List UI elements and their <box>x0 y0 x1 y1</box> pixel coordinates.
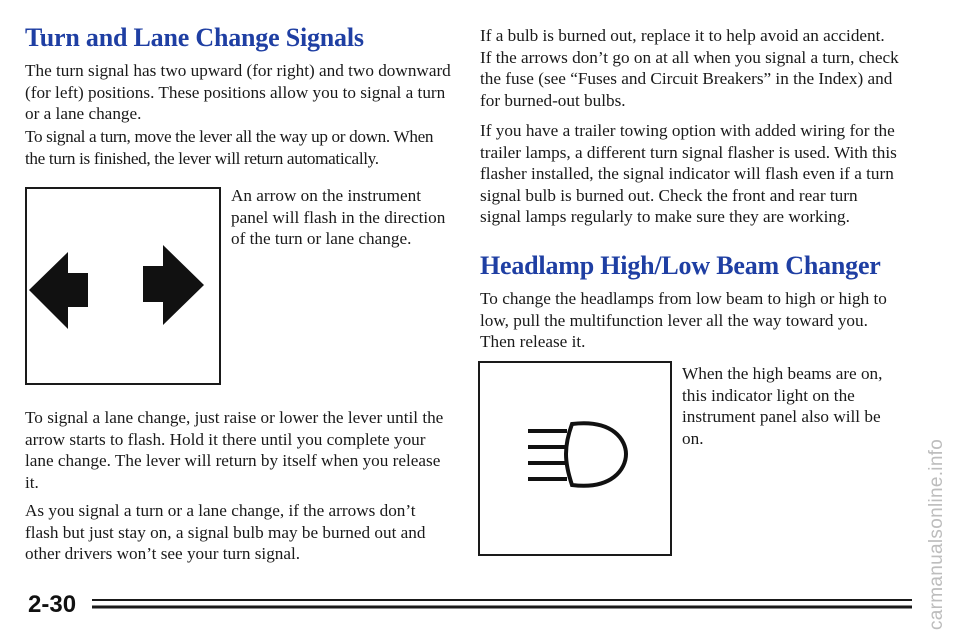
high-beam-figure <box>478 361 672 556</box>
turn-signal-usage: To signal a turn, move the lever all the way up or down. When the turn is finished, the lever will return automatically. <box>25 127 434 168</box>
section-heading-turn-signals: Turn and Lane Change Signals <box>25 23 364 52</box>
turn-signal-intro: The turn signal has two upward (for right) and two downward (for left) positions. These positions allow you to signal a turn or a lane change. <box>25 61 451 123</box>
trailer-flasher-info: If you have a trailer towing option with added wiring for the trailer lamps, a different turn signal flasher is used. With this flasher installed, the signal indicator will flash even if a turn signal bulb is burned out. Check the front and rear turn signal lamps regularly to make sure they are working. <box>480 121 897 226</box>
page-number: 2-30 <box>28 591 77 618</box>
side-watermark: carmanualsonline.info <box>926 438 947 630</box>
left-arrow-icon <box>29 252 88 329</box>
high-beam-icon <box>480 363 670 554</box>
beam-changer-instructions: To change the headlamps from low beam to high or high to low, pull the multifunction lever all the way toward you. Then release it. <box>480 289 887 351</box>
turn-arrows-icon <box>27 189 219 383</box>
turn-signal-figure <box>25 187 221 385</box>
burned-bulb-warning: As you signal a turn or a lane change, if the arrows don’t flash but just stay on, a signal bulb may be burned out and other drivers won’t see your turn signal. <box>25 501 426 563</box>
section-heading-beam-changer: Headlamp High/Low Beam Changer <box>480 251 881 280</box>
right-arrow-icon <box>143 245 204 325</box>
bulb-replacement-info: If a bulb is burned out, replace it to help avoid an accident. If the arrows don’t go on at all when you signal a turn, check the fuse (see “Fuses and Circuit Breakers” in the Index) and for burned-out bulbs. <box>480 26 899 110</box>
high-beam-caption: When the high beams are on, this indicator light on the instrument panel also will be on. <box>682 364 883 448</box>
lane-change-instructions: To signal a lane change, just raise or lower the lever until the arrow starts to flash. Hold it there until you complete your lane change. The lever will return by itself when you release it. <box>25 408 444 492</box>
turn-figure-caption: An arrow on the instrument panel will flash in the direction of the turn or lane change. <box>231 186 446 248</box>
footer-rule <box>92 596 912 610</box>
